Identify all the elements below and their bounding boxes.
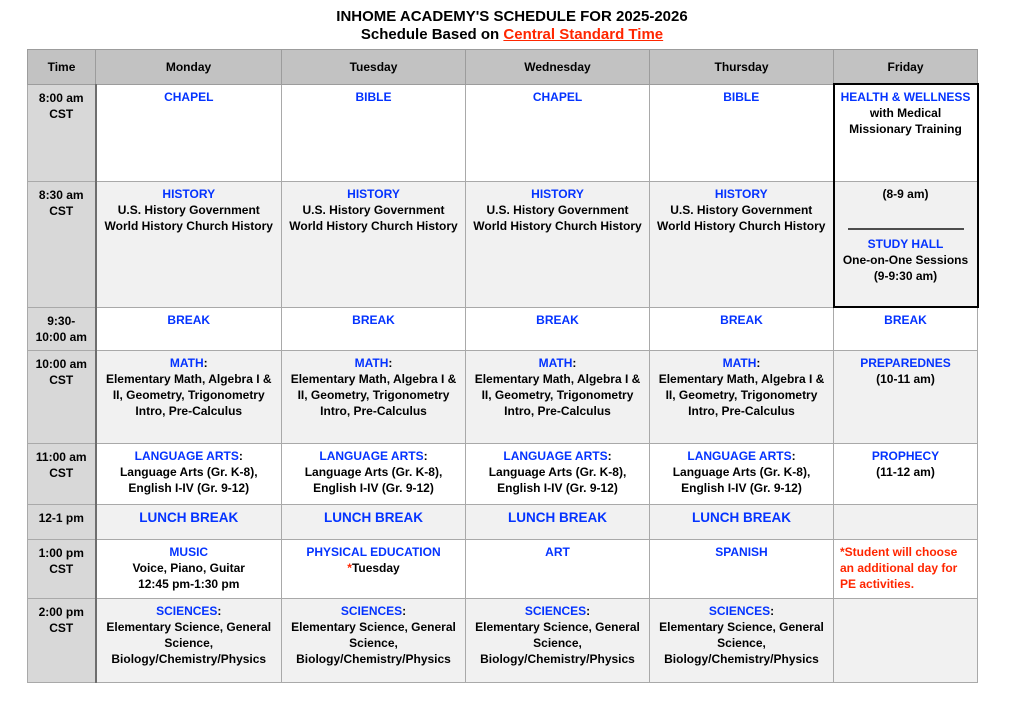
- schedule-cell-monday: SCIENCES: Elementary Science, General Science, Biology/Chemistry/Physics: [96, 598, 282, 682]
- schedule-cell-monday: MATH: Elementary Math, Algebra I & II, Geometry, Trigonometry Intro, Pre-Calculus: [96, 350, 282, 443]
- column-header-friday: Friday: [834, 50, 978, 85]
- schedule-cell-wednesday: LANGUAGE ARTS: Language Arts (Gr. K-8), English I-IV (Gr. 9-12): [466, 443, 650, 504]
- schedule-cell-tuesday: MATH: Elementary Math, Algebra I & II, Geometry, Trigonometry Intro, Pre-Calculus: [282, 350, 466, 443]
- table-row: [28, 443, 978, 504]
- schedule-cell-tuesday: SCIENCES: Elementary Science, General Science, Biology/Chemistry/Physics: [282, 598, 466, 682]
- schedule-cell-tuesday: LUNCH BREAK: [282, 504, 466, 539]
- schedule-cell-thursday: BREAK: [650, 307, 834, 350]
- schedule-cell-thursday: SCIENCES: Elementary Science, General Science, Biology/Chemistry/Physics: [650, 598, 834, 682]
- schedule-cell-wednesday: CHAPEL: [466, 84, 650, 181]
- schedule-cell-friday: [834, 504, 978, 539]
- schedule-cell-friday: HEALTH & WELLNESS with Medical Missionary Training: [834, 84, 978, 181]
- header-row: [28, 50, 978, 85]
- column-header-monday: Monday: [96, 50, 282, 85]
- schedule-cell-thursday: BIBLE: [650, 84, 834, 181]
- time-cell: 2:00 pm CST: [28, 598, 96, 682]
- schedule-cell-tuesday: HISTORY U.S. History Government World History Church History: [282, 181, 466, 307]
- schedule-cell-thursday: MATH: Elementary Math, Algebra I & II, Geometry, Trigonometry Intro, Pre-Calculus: [650, 350, 834, 443]
- page-header: [0, 0, 1024, 44]
- schedule-cell-wednesday: SCIENCES: Elementary Science, General Science, Biology/Chemistry/Physics: [466, 598, 650, 682]
- column-header-tuesday: Tuesday: [282, 50, 466, 85]
- schedule-cell-friday: *Student will choose an additional day for PE activities.: [834, 539, 978, 598]
- schedule-cell-monday: CHAPEL: [96, 84, 282, 181]
- schedule-cell-tuesday: LANGUAGE ARTS: Language Arts (Gr. K-8), English I-IV (Gr. 9-12): [282, 443, 466, 504]
- schedule-cell-tuesday: BIBLE: [282, 84, 466, 181]
- time-cell: 9:30- 10:00 am: [28, 307, 96, 350]
- time-cell: 1:00 pm CST: [28, 539, 96, 598]
- time-cell: 10:00 am CST: [28, 350, 96, 443]
- time-cell: 12-1 pm: [28, 504, 96, 539]
- schedule-table: [27, 49, 979, 683]
- table-row: [28, 84, 978, 181]
- central-standard-time-link[interactable]: Central Standard Time: [503, 26, 664, 43]
- page-title: INHOME ACADEMY'S SCHEDULE FOR 2025-2026: [336, 8, 688, 25]
- table-row: [28, 504, 978, 539]
- schedule-cell-friday: (8-9 am) STUDY HALL One-on-One Sessions (9-9:30 am): [834, 181, 978, 307]
- schedule-cell-wednesday: HISTORY U.S. History Government World History Church History: [466, 181, 650, 307]
- schedule-cell-monday: LUNCH BREAK: [96, 504, 282, 539]
- time-cell: 8:00 am CST: [28, 84, 96, 181]
- schedule-cell-thursday: LUNCH BREAK: [650, 504, 834, 539]
- schedule-cell-thursday: SPANISH: [650, 539, 834, 598]
- divider-line: [848, 228, 964, 230]
- schedule-cell-wednesday: ART: [466, 539, 650, 598]
- schedule-cell-thursday: HISTORY U.S. History Government World History Church History: [650, 181, 834, 307]
- schedule-cell-monday: BREAK: [96, 307, 282, 350]
- table-row: [28, 307, 978, 350]
- subtitle-prefix: Schedule Based on: [360, 26, 504, 43]
- schedule-cell-wednesday: BREAK: [466, 307, 650, 350]
- schedule-cell-thursday: LANGUAGE ARTS: Language Arts (Gr. K-8), English I-IV (Gr. 9-12): [650, 443, 834, 504]
- schedule-cell-wednesday: LUNCH BREAK: [466, 504, 650, 539]
- column-header-wednesday: Wednesday: [466, 50, 650, 85]
- schedule-cell-friday: PREPAREDNES (10-11 am): [834, 350, 978, 443]
- time-cell: 11:00 am CST: [28, 443, 96, 504]
- table-row: [28, 598, 978, 682]
- schedule-cell-monday: HISTORY U.S. History Government World History Church History: [96, 181, 282, 307]
- table-row: [28, 181, 978, 307]
- schedule-cell-tuesday: BREAK: [282, 307, 466, 350]
- column-header-thursday: Thursday: [650, 50, 834, 85]
- schedule-cell-monday: LANGUAGE ARTS: Language Arts (Gr. K-8), English I-IV (Gr. 9-12): [96, 443, 282, 504]
- column-header-time: Time: [28, 50, 96, 85]
- schedule-cell-friday: PROPHECY (11-12 am): [834, 443, 978, 504]
- schedule-cell-wednesday: MATH: Elementary Math, Algebra I & II, Geometry, Trigonometry Intro, Pre-Calculus: [466, 350, 650, 443]
- schedule-cell-friday: BREAK: [834, 307, 978, 350]
- page-subtitle: [0, 26, 1024, 44]
- schedule-cell-friday: [834, 598, 978, 682]
- schedule-cell-monday: MUSIC Voice, Piano, Guitar 12:45 pm-1:30 pm: [96, 539, 282, 598]
- schedule-cell-tuesday: PHYSICAL EDUCATION *Tuesday: [282, 539, 466, 598]
- time-cell: 8:30 am CST: [28, 181, 96, 307]
- table-row: [28, 350, 978, 443]
- table-row: [28, 539, 978, 598]
